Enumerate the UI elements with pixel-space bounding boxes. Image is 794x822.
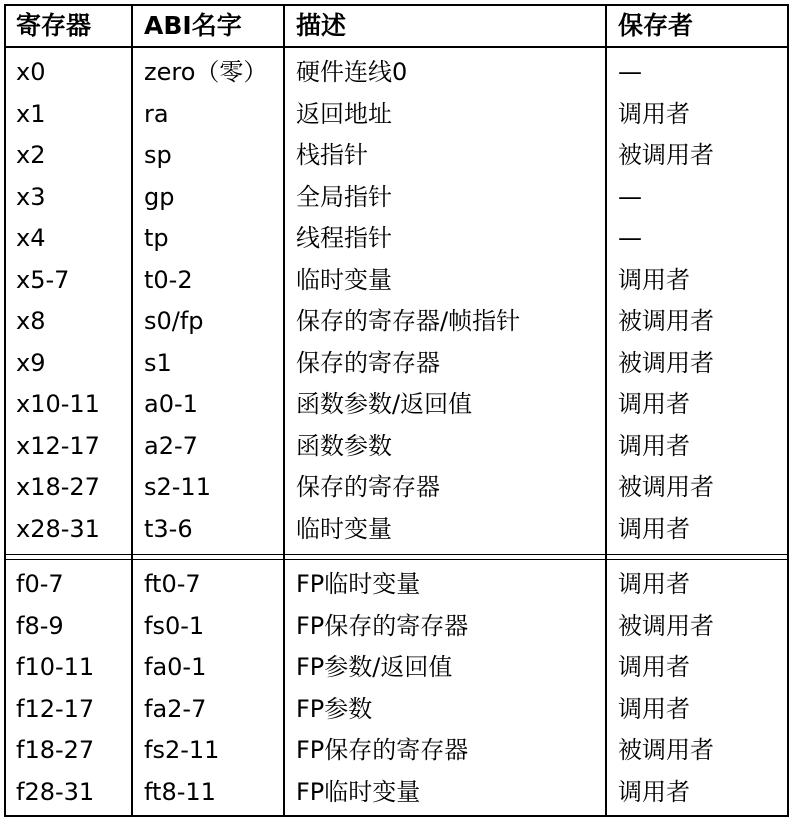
cell-description: FP临时变量: [296, 777, 421, 806]
cell-saver: 调用者: [618, 265, 690, 294]
cell-register: x1: [16, 99, 46, 128]
cell-abi-name: s1: [144, 348, 172, 377]
cell-register: x18-27: [16, 473, 100, 501]
table-row: [6, 301, 787, 342]
cell-description: 保存的寄存器/帧指针: [296, 307, 521, 335]
cell-saver: —: [618, 58, 642, 86]
cell-saver: 调用者: [618, 99, 690, 128]
cell-saver: 调用者: [618, 431, 690, 460]
table-row: [6, 52, 787, 93]
cell-register: x9: [16, 348, 46, 377]
cell-saver: —: [618, 182, 642, 211]
table-row: [6, 177, 787, 218]
cell-abi-name: fa0-1: [144, 653, 207, 681]
table-row: [6, 772, 787, 813]
cell-register: x28-31: [16, 514, 100, 543]
header-description: 描述: [296, 11, 347, 40]
cell-description: 保存的寄存器: [296, 473, 440, 501]
cell-description: 临时变量: [296, 514, 392, 543]
cell-register: x0: [16, 58, 46, 86]
cell-saver: 被调用者: [618, 141, 714, 169]
cell-abi-name: gp: [144, 182, 175, 211]
cell-saver: 被调用者: [618, 736, 714, 764]
cell-abi-name: s2-11: [144, 473, 211, 501]
cell-abi-name: a2-7: [144, 431, 198, 460]
cell-saver: 被调用者: [618, 348, 714, 377]
cell-description: 函数参数: [296, 431, 392, 460]
cell-abi-name: ft0-7: [144, 570, 201, 598]
cell-description: 函数参数/返回值: [296, 390, 473, 418]
cell-abi-name: fs0-1: [144, 611, 205, 640]
header-abi-name: ABI名字: [144, 11, 242, 40]
cell-register: x12-17: [16, 431, 100, 460]
cell-description: 线程指针: [296, 224, 392, 252]
group-divider: [6, 559, 787, 560]
header-divider: [6, 46, 787, 48]
cell-abi-name: ra: [144, 99, 169, 128]
table-row: [6, 384, 787, 425]
table-row: [6, 467, 787, 508]
header-register: 寄存器: [16, 11, 92, 40]
cell-description: FP保存的寄存器: [296, 736, 469, 764]
cell-saver: 调用者: [618, 514, 690, 543]
table-row: [6, 426, 787, 467]
cell-abi-name: fs2-11: [144, 736, 220, 764]
table-row: [6, 260, 787, 301]
cell-register: x8: [16, 307, 46, 335]
group-divider: [6, 554, 787, 555]
cell-description: 保存的寄存器: [296, 348, 440, 377]
cell-register: x3: [16, 182, 46, 211]
table-row: [6, 647, 787, 688]
cell-description: FP临时变量: [296, 570, 421, 598]
cell-saver: 调用者: [618, 653, 690, 681]
cell-saver: 被调用者: [618, 307, 714, 335]
cell-register: x10-11: [16, 390, 100, 418]
table-row: [6, 509, 787, 550]
cell-register: f28-31: [16, 777, 95, 806]
cell-saver: —: [618, 224, 642, 252]
table-row: [6, 606, 787, 647]
table-row: [6, 135, 787, 176]
table-row: [6, 218, 787, 259]
cell-saver: 调用者: [618, 390, 690, 418]
cell-abi-name: ft8-11: [144, 777, 216, 806]
table-row: [6, 94, 787, 135]
cell-abi-name: s0/fp: [144, 307, 204, 335]
cell-saver: 被调用者: [618, 611, 714, 640]
cell-register: x5-7: [16, 265, 70, 294]
cell-register: x2: [16, 141, 46, 169]
cell-description: FP保存的寄存器: [296, 611, 469, 640]
table-row: [6, 343, 787, 384]
cell-register: f18-27: [16, 736, 95, 764]
cell-register: f0-7: [16, 570, 64, 598]
cell-abi-name: fa2-7: [144, 694, 207, 723]
cell-register: x4: [16, 224, 46, 252]
cell-description: 硬件连线0: [296, 58, 408, 86]
table-row: [6, 689, 787, 730]
table-row: [6, 730, 787, 771]
cell-abi-name: a0-1: [144, 390, 198, 418]
cell-description: 全局指针: [296, 182, 392, 211]
cell-abi-name: t3-6: [144, 514, 193, 543]
cell-saver: 调用者: [618, 694, 690, 723]
table-row: [6, 564, 787, 605]
register-table: [4, 4, 789, 817]
cell-abi-name: sp: [144, 141, 172, 169]
cell-saver: 调用者: [618, 777, 690, 806]
cell-abi-name: zero（零）: [144, 58, 268, 86]
cell-description: FP参数: [296, 694, 373, 723]
cell-description: 返回地址: [296, 99, 392, 128]
cell-description: 临时变量: [296, 265, 392, 294]
cell-saver: 调用者: [618, 570, 690, 598]
cell-abi-name: t0-2: [144, 265, 193, 294]
cell-saver: 被调用者: [618, 473, 714, 501]
cell-register: f8-9: [16, 611, 64, 640]
cell-register: f10-11: [16, 653, 95, 681]
cell-description: 栈指针: [296, 141, 368, 169]
cell-register: f12-17: [16, 694, 95, 723]
header-saver: 保存者: [618, 11, 694, 40]
cell-description: FP参数/返回值: [296, 653, 453, 681]
cell-abi-name: tp: [144, 224, 169, 252]
